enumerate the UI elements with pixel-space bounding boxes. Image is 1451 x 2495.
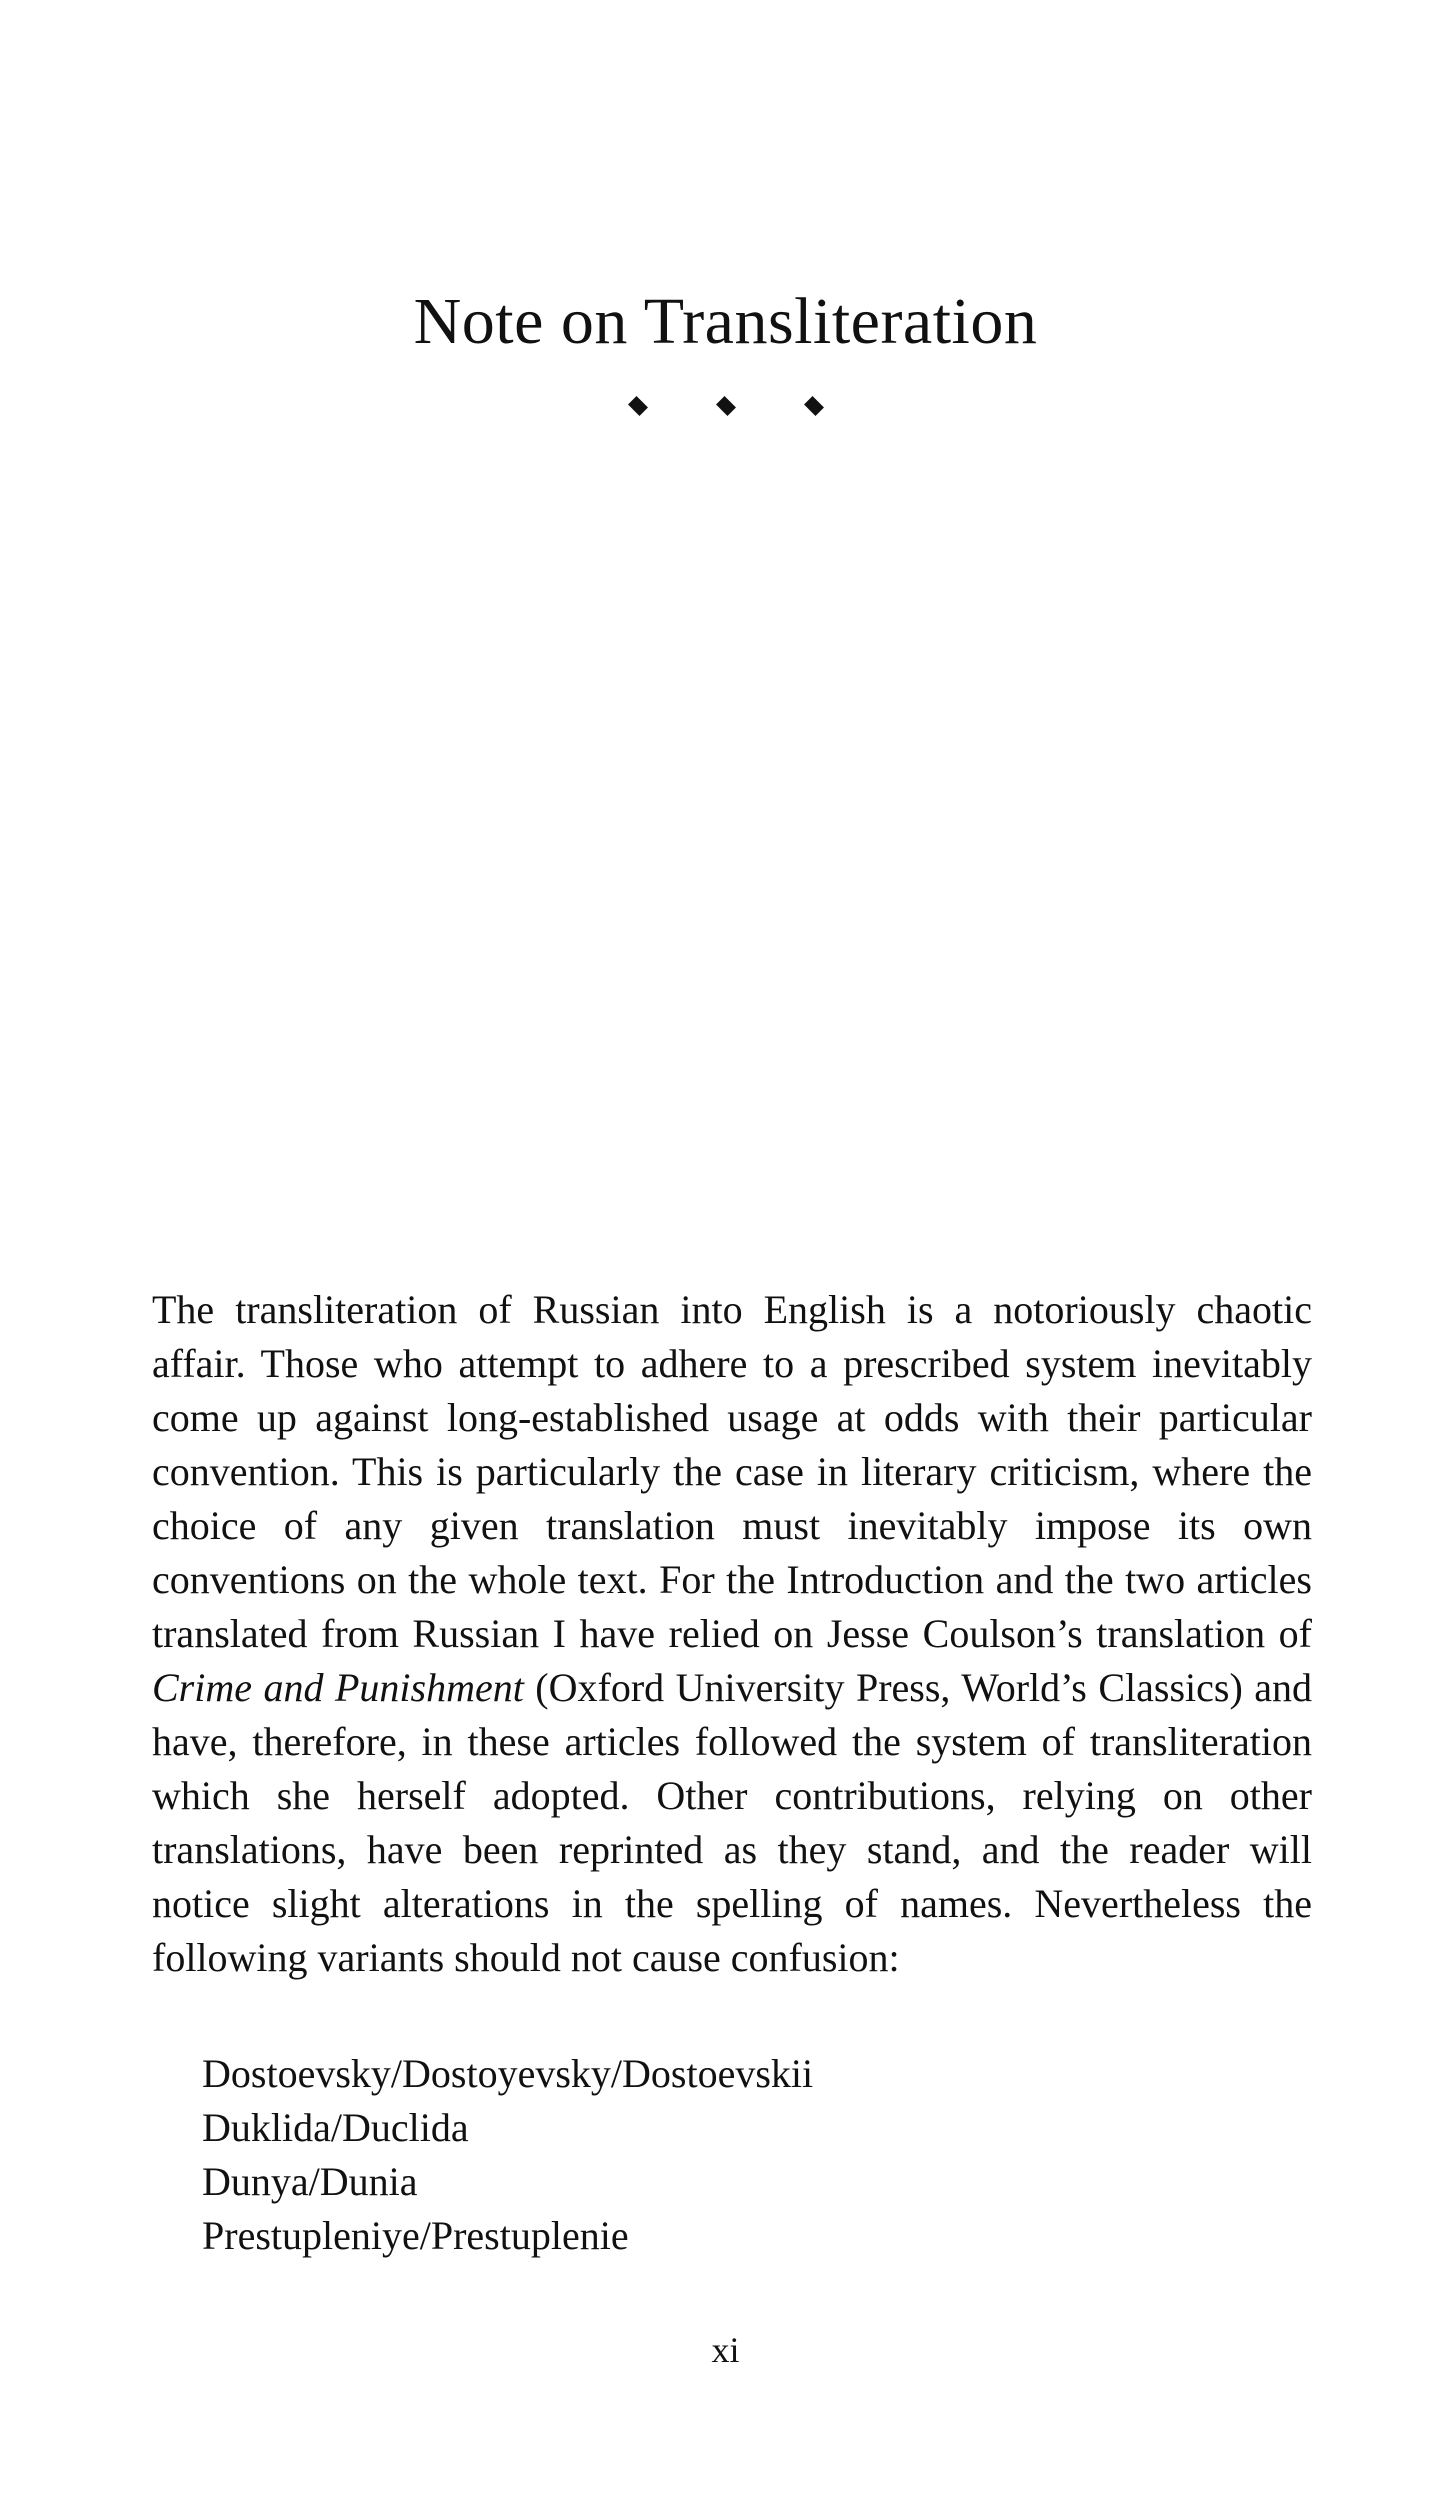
name-variants-list	[202, 2047, 813, 2263]
paragraph-text-part-2: (Oxford University Press, World’s Classics) and have, therefore, in these articles followed the system of transliteration which she herself adopted. Other contributions, relying on other translations, have been reprinted as they stand, and the reader will notice slight alterations in the spelling of names. Nevertheless the following variants should not cause confusion:	[152, 1665, 1312, 1980]
diamond-icon	[628, 396, 648, 416]
page-title: Note on Transliteration	[413, 285, 1038, 358]
page-number: xi	[711, 2330, 740, 2370]
diamond-ornament-icon	[0, 400, 1451, 412]
name-variant: Prestupleniye/Prestuplenie	[202, 2213, 629, 2258]
paragraph-text-part-1: The transliteration of Russian into English is a notoriously chaotic affair. Those who attempt to adhere to a prescribed system inevitably come up against long-established usage at odds with their particular convention. This is particularly the case in literary criticism, where the choice of any given translation must inevitably impose its own conventions on the whole text. For the Introduction and the two articles translated from Russian I have relied on Jesse Coulson’s translation of	[152, 1287, 1312, 1656]
diamond-icon	[804, 396, 824, 416]
diamond-icon	[716, 396, 736, 416]
book-title-italic: Crime and Punishment	[152, 1665, 524, 1710]
name-variant: Dostoevsky/Dostoyevsky/Dostoevskii	[202, 2051, 814, 2096]
name-variant: Dunya/Dunia	[202, 2159, 418, 2204]
body-paragraph	[152, 1283, 1312, 1985]
name-variant: Duklida/Duclida	[202, 2105, 469, 2150]
